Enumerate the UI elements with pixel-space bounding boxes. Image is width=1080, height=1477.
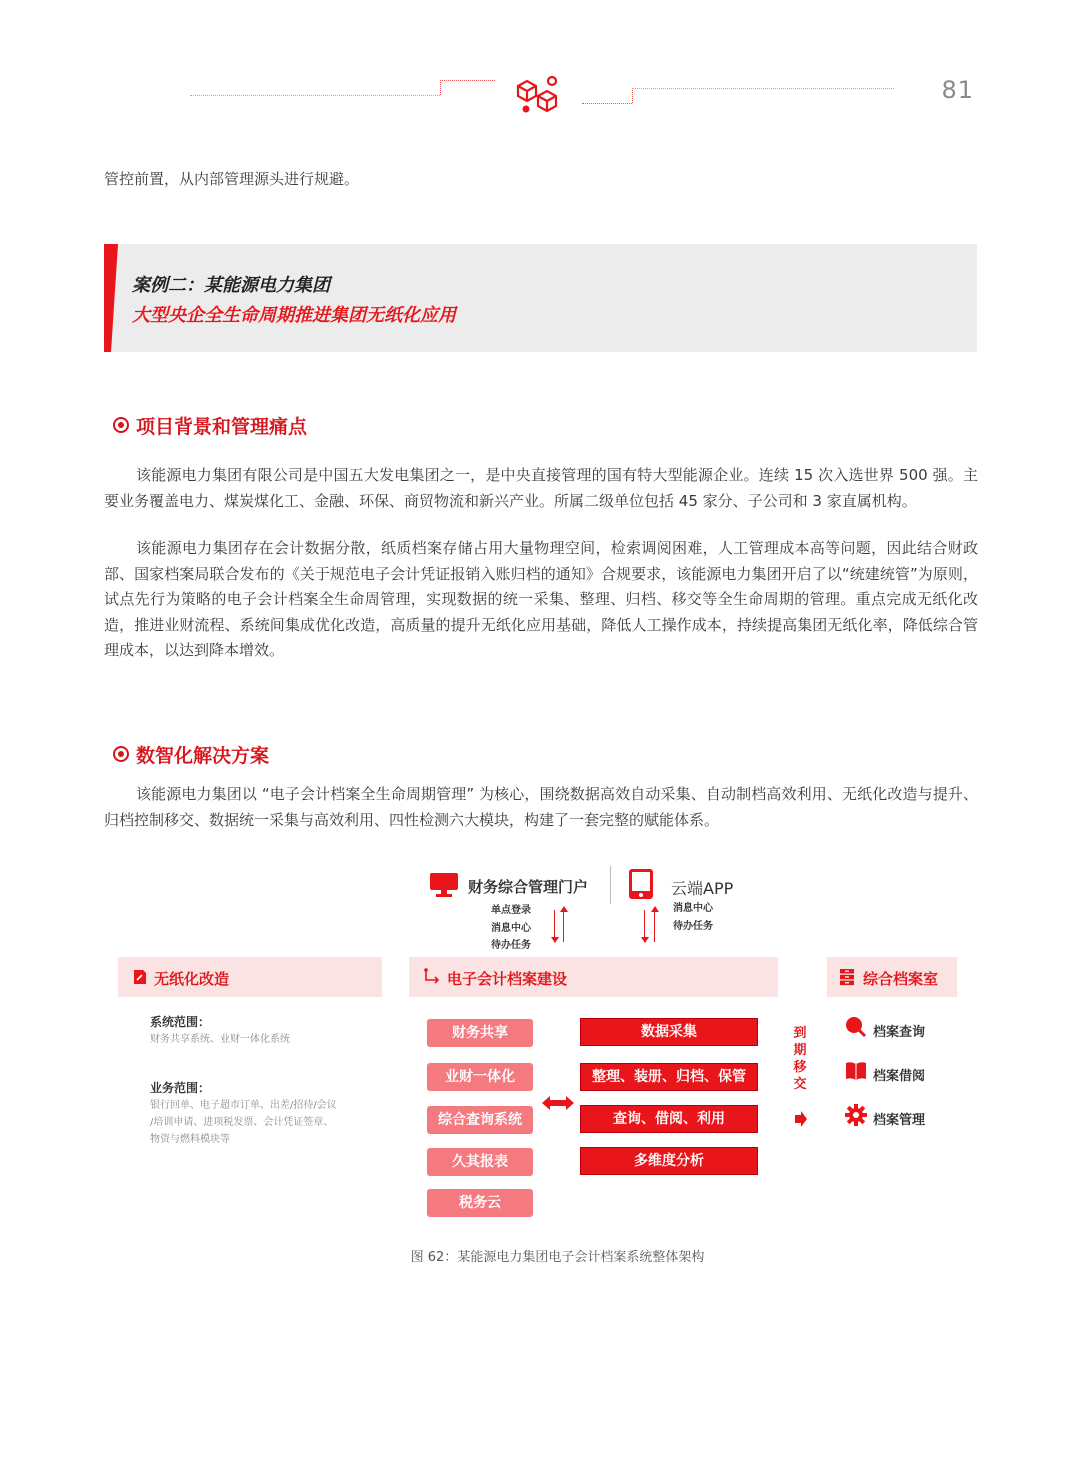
portal-functions (491, 902, 531, 955)
flow-icon (423, 968, 441, 986)
section1-paragraph-1: 该能源电力集团有限公司是中国五大发电集团之一，是中央直接管理的国有特大型能源企业。连续 15 次入选世界 500 强。主要业务覆盖电力、煤炭煤化工、金融、环保、商贸物流和新兴产业。所属二级单位包括 45 家分、子公司和 3 家直属机构。 (104, 466, 978, 510)
center-panel-title: 电子会计档案建设 (447, 970, 568, 988)
transfer-char: 交 (793, 1077, 807, 1092)
portal-function-item: 单点登录 (491, 905, 531, 916)
app-label: 云端APP (671, 879, 734, 898)
case-banner (104, 244, 977, 352)
business-scope-label: 业务范围： (150, 1081, 211, 1095)
app-function-item: 消息中心 (673, 903, 713, 914)
cabinet-icon (839, 968, 855, 986)
archive-management: 档案管理 (873, 1113, 926, 1128)
monitor-icon (429, 872, 459, 898)
app-functions (673, 900, 713, 935)
center-left-column (424, 1013, 536, 1223)
system-scope-label: 系统范围： (150, 1015, 211, 1029)
search-icon (845, 1016, 867, 1038)
right-panel-title: 综合档案室 (863, 970, 939, 988)
page-number: 81 (941, 76, 974, 104)
app-function-item: 待办任务 (673, 920, 713, 932)
archive-query: 档案查询 (873, 1025, 926, 1040)
arrow-head-down-icon (641, 937, 649, 943)
arrow-right-icon (794, 1111, 808, 1127)
section2-heading: 数智化解决方案 (136, 745, 270, 767)
header-rule-left-riser (440, 80, 441, 95)
right-panel-header (827, 957, 957, 997)
system-item: 业财一体化 (427, 1063, 533, 1091)
system-item: 财务共享 (427, 1019, 533, 1047)
function-item: 数据采集 (580, 1018, 758, 1046)
case-title: 案例二：某能源电力集团 (132, 275, 330, 296)
section-bullet-icon (113, 417, 129, 433)
left-panel-header (118, 957, 382, 997)
book-icon (845, 1061, 867, 1081)
section1-paragraph-2: 该能源电力集团存在会计数据分散，纸质档案存储占用大量物理空间，检索调阅困难，人工管理成本高等问题，因此结合财政部、国家档案局联合发布的《关于规范电子会计凭证报销入账归档的通知》合规要求，该能源电力集团开启了以“统建统管”为原则，试点先行为策略的电子会计档案全生命周管理，实现数据的统一采集、整理、归档、移交等全生命周期的管理。重点完成无纸化改造，推进业财流程、系统间集成优化改造，高质量的提升无纸化应用基础，降低人工操作成本，持续提高集团无纸化率，降低综合管理成本，以达到降本增效。 (104, 539, 978, 659)
function-item: 整理、装册、归档、保管 (580, 1063, 758, 1091)
transfer-char: 移 (793, 1060, 807, 1075)
double-arrow-icon (541, 1094, 575, 1112)
cubes-logo-icon (514, 72, 562, 116)
header-rule-right (632, 88, 894, 89)
header-rule-right-step (582, 103, 632, 104)
business-scope-line: 物资与燃料模块等 (150, 1134, 230, 1145)
arrow-head-up-icon (651, 906, 659, 912)
arrow-head-down-icon (551, 937, 559, 943)
section2-paragraph-1: 该能源电力集团以 “电子会计档案全生命周期管理” 为核心，围绕数据高效自动采集、自动制档高效利用、无纸化改造与提升、归档控制移交、数据统一采集与高效利用、四性检测六大模块，构建了一套完整的赋能体系。 (104, 785, 978, 829)
business-scope-text (150, 1097, 337, 1148)
header-rule-left (190, 95, 440, 96)
system-scope-text: 财务共享系统、业财一体化系统 (150, 1034, 290, 1045)
left-panel-title: 无纸化改造 (154, 970, 230, 988)
function-item: 多维度分析 (580, 1147, 758, 1175)
figure-caption: 图 62：某能源电力集团电子会计档案系统整体架构 (410, 1250, 705, 1265)
portal-label: 财务综合管理门户 (468, 878, 589, 896)
transfer-label (792, 1025, 808, 1093)
transfer-char: 期 (793, 1043, 807, 1058)
header-rule-left-step (440, 80, 495, 81)
section1-heading: 项目背景和管理痛点 (136, 416, 308, 438)
function-item: 查询、借阅、利用 (580, 1105, 758, 1133)
top-separator (610, 866, 611, 904)
business-scope-line: 银行回单、电子超市订单、出差/招待/会议 (150, 1100, 337, 1111)
arrow-up-icon (563, 910, 564, 942)
arrow-head-up-icon (560, 906, 568, 912)
system-item: 久其报表 (427, 1148, 533, 1176)
portal-function-item: 待办任务 (491, 940, 531, 951)
gear-icon (845, 1104, 867, 1126)
header-rule-right-riser (632, 88, 633, 103)
case-subtitle: 大型央企全生命周期推进集团无纸化应用 (132, 305, 456, 326)
arrow-up-icon (654, 910, 655, 942)
system-item: 税务云 (427, 1189, 533, 1217)
archive-borrow: 档案借阅 (873, 1069, 926, 1084)
system-item: 综合查询系统 (427, 1106, 533, 1134)
tablet-icon (628, 868, 654, 900)
business-scope-line: /培训申请、进项税发票、会计凭证签章、 (150, 1117, 334, 1128)
section-bullet-icon (113, 746, 129, 762)
center-panel-header (409, 957, 778, 997)
document-edit-icon (133, 969, 147, 985)
lead-text: 管控前置，从内部管理源头进行规避。 (104, 170, 360, 188)
portal-function-item: 消息中心 (491, 922, 531, 934)
transfer-char: 到 (793, 1026, 807, 1041)
